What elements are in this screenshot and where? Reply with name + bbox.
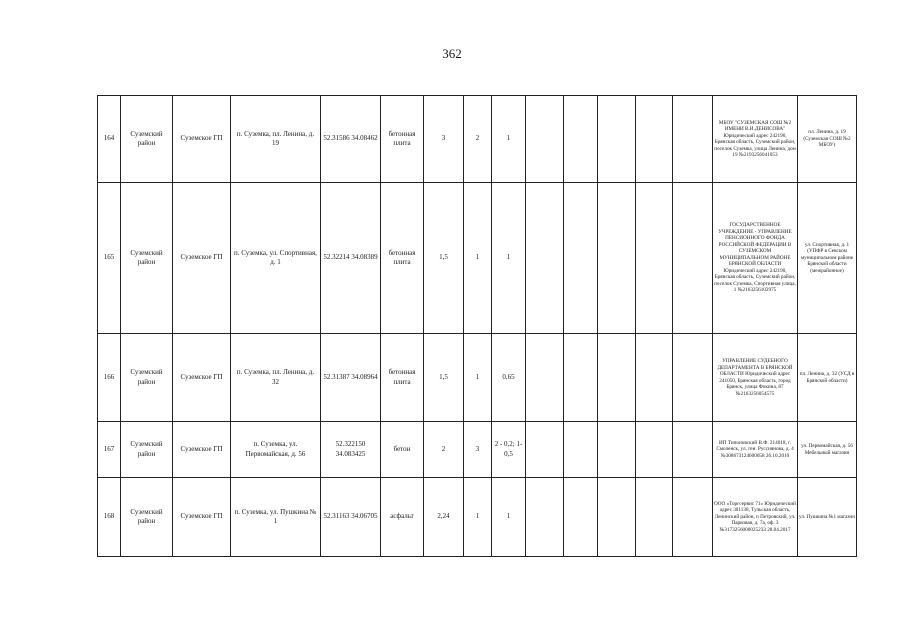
area-cell: 1,5 (424, 183, 464, 334)
coordinates-cell: 52.32214 34.08389 (321, 183, 381, 334)
volume-cell: 1 (492, 183, 526, 334)
empty-cell (598, 422, 636, 478)
table-row (98, 96, 857, 183)
empty-cell (598, 334, 636, 422)
coordinates-cell: 52.322150 34.083425 (321, 422, 381, 478)
owner-cell: УПРАВЛЕНИЕ СУДЕБНОГО ДЕПАРТАМЕНТА В БРЯНСКОЙ ОБЛАСТИ Юридический адрес 241050, Брянская область, город Брянск, улица Фокина, 87 №2163256054575 (713, 334, 798, 422)
empty-cell (598, 478, 636, 557)
settlement-cell: Суземское ГП (173, 478, 231, 557)
row-number-cell: 168 (98, 478, 121, 557)
surface-cell: бетон (381, 422, 424, 478)
area-cell: 2,24 (424, 478, 464, 557)
volume-cell: 1 (492, 478, 526, 557)
table-row (98, 334, 857, 422)
containers-cell: 1 (464, 334, 492, 422)
volume-cell: 1 (492, 96, 526, 183)
table-row (98, 422, 857, 478)
row-number-cell: 166 (98, 334, 121, 422)
source-cell: ул. Первомайская, д. 56 Мебельный магазин (798, 422, 857, 478)
containers-cell: 1 (464, 183, 492, 334)
address-cell: п. Суземка, ул. Первомайская, д. 56 (231, 422, 321, 478)
source-cell: пл. Ленина, д. 32 (УСД в Брянской области) (798, 334, 857, 422)
table-row (98, 478, 857, 557)
owner-cell: МБОУ "СУЗЕМСКАЯ СОШ №2 ИМЕНИ В.И.ДЕНИСОВА" Юридический адрес 242190, Брянская область, Суземский район, поселок Суземка, улица Ленина, дом 19 №2193256041053 (713, 96, 798, 183)
owner-cell: ГОСУДАРСТВЕННОЕ УЧРЕЖДЕНИЕ - УПРАВЛЕНИЕ ПЕНСИОННОГО ФОНДА РОССИЙСКОЙ ФЕДЕРАЦИИ В СУЗЕМСКОМ МУНИЦИПАЛЬНОМ РАЙОНЕ БРЯНСКОЙ ОБЛАСТИ Юридический адрес 242190, Брянская область, Суземский район, поселок Суземка, Спортивная улица, 1 №2163256102975 (713, 183, 798, 334)
area-cell: 1,5 (424, 334, 464, 422)
empty-cell (564, 183, 598, 334)
settlement-cell: Суземское ГП (173, 422, 231, 478)
address-cell: п. Суземка, пл. Ленина, д. 19 (231, 96, 321, 183)
containers-cell: 3 (464, 422, 492, 478)
source-cell: ул. Спортивная, д. 1 (УПФР в Севском муниципальном районе Брянской области (межрайонное) (798, 183, 857, 334)
district-cell: Суземский район (121, 96, 173, 183)
row-number-cell: 167 (98, 422, 121, 478)
district-cell: Суземский район (121, 334, 173, 422)
empty-cell (564, 422, 598, 478)
table-row (98, 183, 857, 334)
surface-cell: бетонная плита (381, 334, 424, 422)
empty-cell (526, 96, 564, 183)
district-cell: Суземский район (121, 422, 173, 478)
containers-cell: 1 (464, 478, 492, 557)
address-cell: п. Суземка, ул. Спортивная, д. 1 (231, 183, 321, 334)
address-cell: п. Суземка, ул. Пушкина № 1 (231, 478, 321, 557)
coordinates-cell: 52.31387 34.08964 (321, 334, 381, 422)
volume-cell: 2 - 0,2; 1-0,5 (492, 422, 526, 478)
empty-cell (673, 183, 713, 334)
area-cell: 2 (424, 422, 464, 478)
empty-cell (636, 334, 673, 422)
empty-cell (526, 334, 564, 422)
empty-cell (526, 183, 564, 334)
row-number-cell: 164 (98, 96, 121, 183)
empty-cell (673, 478, 713, 557)
district-cell: Суземский район (121, 478, 173, 557)
owner-cell: ИП Типоновский В.Ф. 214018, г. Смоленск, ул. ген. Руссиянова, д. 4 №308673124600058 26.10.2010 (713, 422, 798, 478)
surface-cell: бетонная плита (381, 96, 424, 183)
settlement-cell: Суземское ГП (173, 183, 231, 334)
empty-cell (636, 96, 673, 183)
containers-cell: 2 (464, 96, 492, 183)
owner-cell: ООО «Торгсервис 71» Юридический адрес 301138, Тульская область, Ленинский район, п Петровский, ул. Парковая, д. 7а, оф. 3 №3173256000025233 28.04.2017 (713, 478, 798, 557)
empty-cell (636, 422, 673, 478)
volume-cell: 0,65 (492, 334, 526, 422)
district-cell: Суземский район (121, 183, 173, 334)
empty-cell (526, 422, 564, 478)
source-cell: пл. Ленина, д. 19 (Суземская СОШ №2 МБОУ) (798, 96, 857, 183)
empty-cell (673, 96, 713, 183)
empty-cell (526, 478, 564, 557)
surface-cell: асфальт (381, 478, 424, 557)
source-cell: ул. Пушкина №1 магазин (798, 478, 857, 557)
coordinates-cell: 52.31163 34.06705 (321, 478, 381, 557)
row-number-cell: 165 (98, 183, 121, 334)
waste-sites-table (97, 95, 857, 557)
area-cell: 3 (424, 96, 464, 183)
settlement-cell: Суземское ГП (173, 334, 231, 422)
empty-cell (673, 422, 713, 478)
empty-cell (564, 478, 598, 557)
empty-cell (598, 183, 636, 334)
page-number: 362 (442, 46, 462, 61)
empty-cell (636, 478, 673, 557)
coordinates-cell: 52.31586 34.08462 (321, 96, 381, 183)
empty-cell (636, 183, 673, 334)
empty-cell (673, 334, 713, 422)
empty-cell (564, 96, 598, 183)
empty-cell (598, 96, 636, 183)
settlement-cell: Суземское ГП (173, 96, 231, 183)
address-cell: п. Суземка, пл. Ленина, д. 32 (231, 334, 321, 422)
surface-cell: бетонная плита (381, 183, 424, 334)
empty-cell (564, 334, 598, 422)
